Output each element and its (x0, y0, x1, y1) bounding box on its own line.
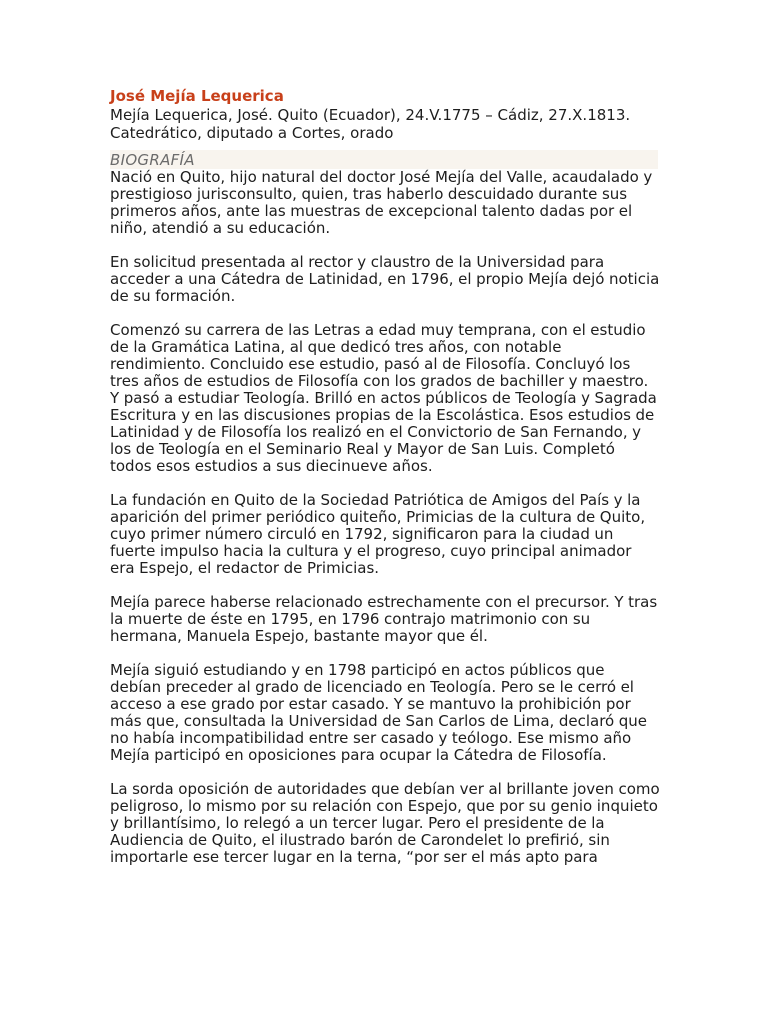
document-page (110, 87, 660, 883)
paragraph: En solicitud presentada al rector y claustro de la Universidad para acceder a una Cátedra de Latinidad, en 1796, el propio Mejía dejó noticia de su formación. (110, 253, 660, 305)
biography-body (110, 169, 660, 866)
paragraph: Mejía siguió estudiando y en 1798 participó en actos públicos que debían preceder al grado de licenciado en Teología. Pero se le cerró el acceso a ese grado por estar casado. Y se mantuvo la prohibición por más que, consultada la Universidad de San Carlos de Lima, declaró que no había incompatibilidad entre ser casado y teólogo. Ese mismo año Mejía participó en oposiciones para ocupar la Cátedra de Filosofía. (110, 661, 648, 764)
paragraph: Nació en Quito, hijo natural del doctor José Mejía del Valle, acaudalado y prestigioso jurisconsulto, quien, tras haberlo descuidado durante sus primeros años, ante las muestras de excepcional talento dadas por el niño, atendió a su educación. (110, 168, 653, 237)
section-heading-biografia: BIOGRAFÍA (110, 151, 195, 169)
paragraph: Comenzó su carrera de las Letras a edad muy temprana, con el estudio de la Gramática Latina, al que dedicó tres años, con notable rendimiento. Concluido ese estudio, pasó al de Filosofía. Concluyó los tres años de estudios de Filosofía con los grados de bachiller y maestro. Y pasó a estudiar Teología. Brilló en actos públicos de Teología y Sagrada Escritura y en las discusiones propias de la Escolástica. Esos estudios de Latinidad y de Filosofía los realizó en el Convictorio de San Fernando, y los de Teología en el Seminario Real y Mayor de San Luis. Completó todos esos estudios a sus diecinueve años. (110, 321, 657, 475)
document-subtitle: Mejía Lequerica, José. Quito (Ecuador), 24.V.1775 – Cádiz, 27.X.1813. Catedrático, diputado a Cortes, orado (110, 106, 631, 142)
paragraph: Mejía parece haberse relacionado estrechamente con el precursor. Y tras la muerte de éste en 1795, en 1796 contrajo matrimonio con su hermana, Manuela Espejo, bastante mayor que él. (110, 593, 658, 645)
section-heading-bar (110, 150, 658, 169)
document-title: José Mejía Lequerica (110, 87, 284, 105)
paragraph: La fundación en Quito de la Sociedad Patriótica de Amigos del País y la aparición del primer periódico quiteño, Primicias de la cultura de Quito, cuyo primer número circuló en 1792, significaron para la ciudad un fuerte impulso hacia la cultura y el progreso, cuyo principal animador era Espejo, el redactor de Primicias. (110, 491, 646, 577)
paragraph: La sorda oposición de autoridades que debían ver al brillante joven como peligroso, lo mismo por su relación con Espejo, que por su genio inquieto y brillantísimo, lo relegó a un tercer lugar. Pero el presidente de la Audiencia de Quito, el ilustrado barón de Carondelet lo prefirió, sin importarle ese tercer lugar en la terna, “por ser el más apto para (110, 780, 660, 866)
